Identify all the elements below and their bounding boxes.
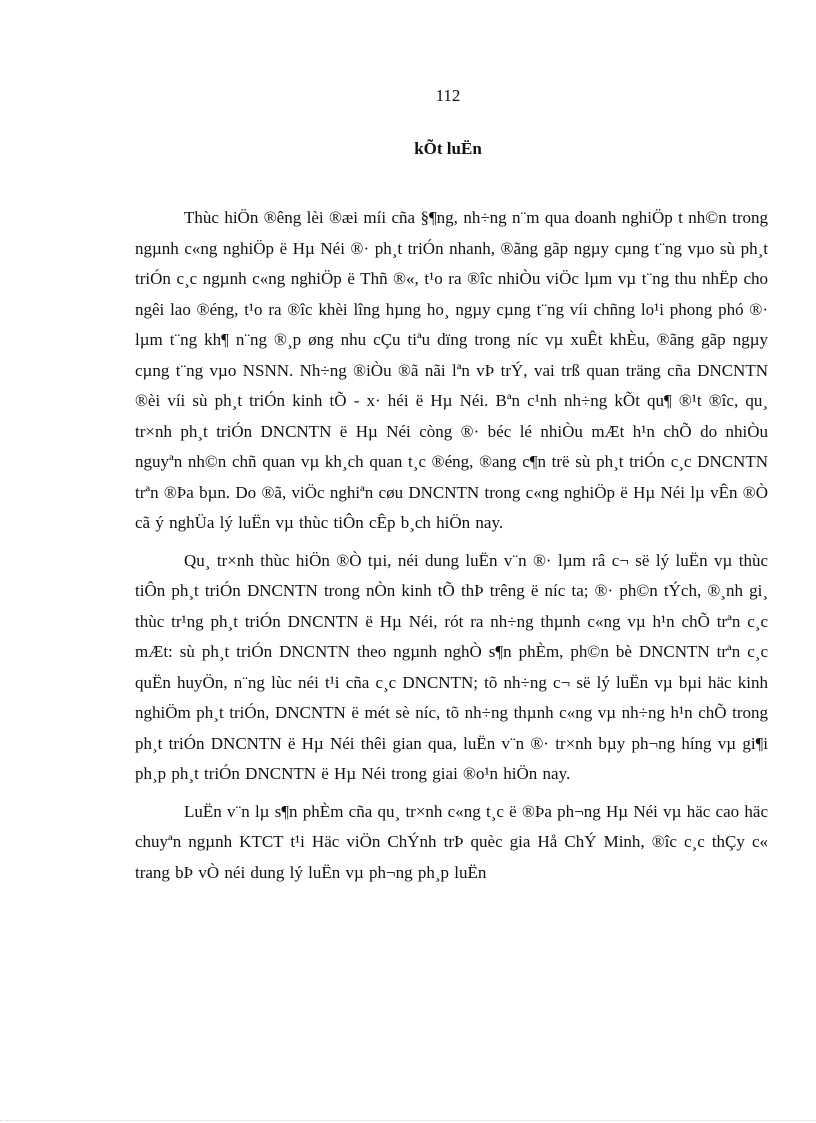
page-bottom-rule [0,1120,816,1121]
body-text [135,203,768,895]
paragraph-2: Qu¸ tr×nh thùc hiÖn ®Ò tµi, néi dung luËn v¨n ®· lµm râ c¬ së lý luËn vµ thùc tiÔn ph¸t triÓn DNCNTN trong nÒn kinh tÕ thÞ trêng ë níc ta; ®· ph©n tÝch, ®¸nh gi¸ thùc tr¹ng ph¸t triÓn DNCNTN ë Hµ Néi, rót ra nh÷ng thµnh c«ng vµ h¹n chÕ trªn c¸c mÆt: sù ph¸t triÓn DNCNTN theo ngµnh nghÒ s¶n phÈm, ph©n bè DNCNTN trªn c¸c quËn huyÖn, n¨ng lùc néi t¹i cña c¸c DNCNTN; tõ nh÷ng c¬ së lý luËn vµ bµi häc kinh nghiÖm ph¸t triÓn, DNCNTN ë mét sè níc, tõ nh÷ng thµnh c«ng vµ nh÷ng h¹n chÕ trong ph¸t triÓn DNCNTN ë Hµ Néi thêi gian qua, luËn v¨n ®· tr×nh bµy ph¬ng híng vµ gi¶i ph¸p ph¸t triÓn DNCNTN ë Hµ Néi trong giai ®o¹n hiÖn nay. [135,550,768,783]
paragraph-1: Thùc hiÖn ®êng lèi ®æi míi cña §¶ng, nh÷ng n¨m qua doanh nghiÖp t nh©n trong ngµnh c«ng nghiÖp ë Hµ Néi ®· ph¸t triÓn nhanh, ®ãng gãp ngµy cµng t¨ng vµo sù ph¸t triÓn c¸c ngµnh c«ng nghiÖp ë Thñ ®«, t¹o ra ®îc nhiÒu viÖc lµm vµ t¨ng thu nhËp cho ngêi lao ®éng, t¹o ra ®îc khèi lîng hµng ho¸ ngµy cµng t¨ng víi chñng lo¹i phong phó ®· lµm t¨ng kh¶ n¨ng ®¸p øng nhu cÇu tiªu dïng trong níc vµ xuÊt khÈu, ®ãng gãp ngµy cµng t¨ng vµo NSNN. Nh÷ng ®iÒu ®ã nãi lªn vÞ trÝ, vai trß quan träng cña DNCNTN ®èi víi sù ph¸t triÓn kinh tÕ - x· héi ë Hµ Néi. Bªn c¹nh nh÷ng kÕt qu¶ ®¹t ®îc, qu¸ tr×nh ph¸t triÓn DNCNTN ë Hµ Néi còng ®· béc lé nhiÒu mÆt h¹n chÕ do nhiÒu nguyªn nh©n chñ quan vµ kh¸ch quan t¸c ®éng, ®ang c¶n trë sù ph¸t triÓn c¸c DNCNTN trªn ®Þa bµn. Do ®ã, viÖc nghiªn cøu DNCNTN trong c«ng nghiÖp ë Hµ Néi lµ vÊn ®Ò cã ý nghÜa lý luËn vµ thùc tiÔn cÊp b¸ch hiÖn nay. [135,208,768,532]
section-title: kÕt luËn [414,139,482,158]
paragraph-3: LuËn v¨n lµ s¶n phÈm cña qu¸ tr×nh c«ng t¸c ë ®Þa ph¬ng Hµ Néi vµ häc cao häc chuyªn ngµnh KTCT t¹i Häc viÖn ChÝnh trÞ quèc gia Hå ChÝ Minh, ®îc c¸c thÇy c« trang bÞ vÒ néi dung lý luËn vµ ph¬ng ph¸p luËn [135,801,768,882]
page-number: 112 [435,86,461,105]
